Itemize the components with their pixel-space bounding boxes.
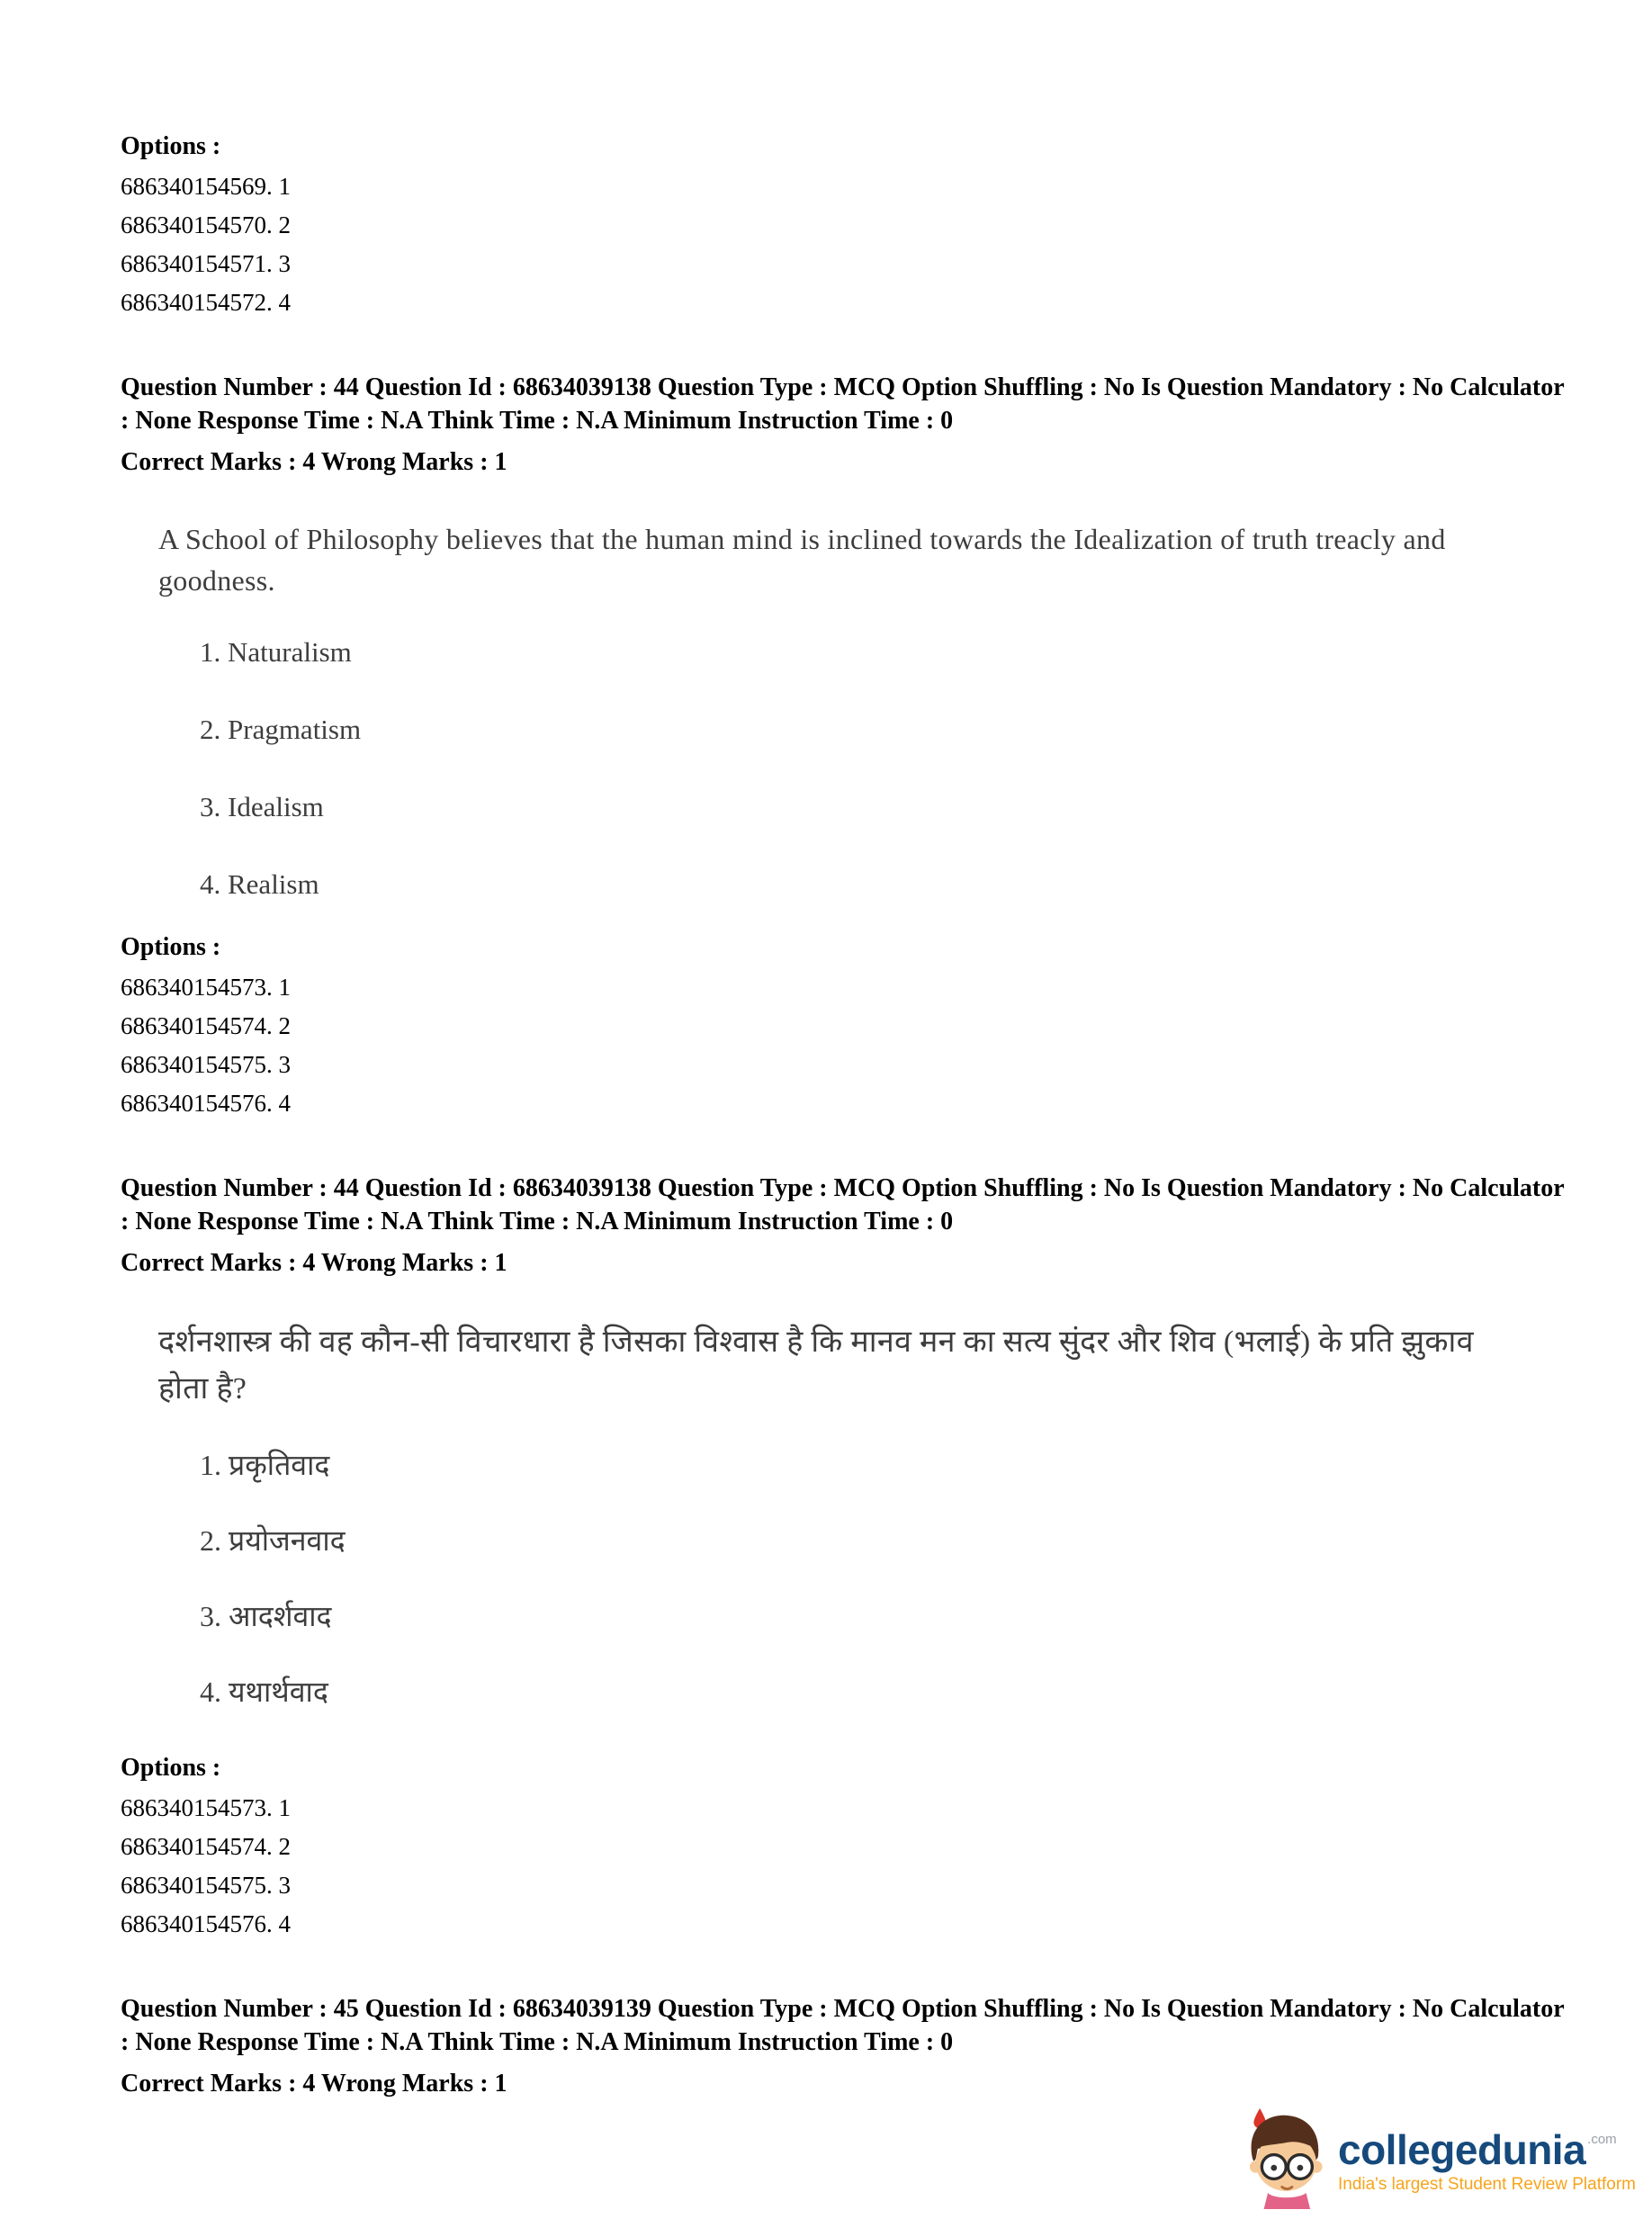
options-id-block-3 bbox=[121, 1747, 1652, 1944]
option-id-line: 686340154573. 1 bbox=[121, 974, 291, 1001]
question-44-hindi bbox=[121, 1172, 1652, 1711]
question-choices bbox=[200, 633, 1652, 903]
question-meta-line: Question Number : 45 Question Id : 68634039139 Question Type : MCQ Option Shuffling : No Is Question Mandatory : No Calculator : None Response Time : N.A Think Time : N.A Minimum Instruction Time : 0 bbox=[121, 1995, 1565, 2056]
question-marks-line: Correct Marks : 4 Wrong Marks : 1 bbox=[121, 1249, 507, 1277]
option-id-line: 686340154574. 2 bbox=[121, 1833, 291, 1860]
options-id-block-1 bbox=[121, 126, 1652, 322]
question-text: दर्शनशास्त्र की वह कौन-सी विचारधारा है जिसका विश्वास है कि मानव मन का सत्य सुंदर और शिव (भलाई) के प्रति झुकाव होता है? bbox=[158, 1325, 1474, 1406]
collegedunia-logo bbox=[1243, 2108, 1636, 2214]
choice-3: 3. Idealism bbox=[200, 791, 324, 822]
question-meta bbox=[121, 1172, 1569, 1280]
question-choices bbox=[200, 1445, 1652, 1711]
option-id-line: 686340154576. 4 bbox=[121, 1910, 291, 1937]
question-text: A School of Philosophy believes that the human mind is inclined towards the Idealization of truth treacly and goodness. bbox=[158, 523, 1446, 597]
option-id-line: 686340154569. 1 bbox=[121, 173, 291, 200]
options-label: Options : bbox=[121, 933, 221, 961]
option-id-line: 686340154570. 2 bbox=[121, 211, 291, 238]
option-id-line: 686340154573. 1 bbox=[121, 1794, 291, 1821]
question-marks-line: Correct Marks : 4 Wrong Marks : 1 bbox=[121, 448, 507, 476]
brand-tagline: India's largest Student Review Platform bbox=[1337, 2174, 1636, 2194]
option-id-line: 686340154576. 4 bbox=[121, 1090, 291, 1117]
options-label: Options : bbox=[121, 1754, 221, 1782]
choice-2: 2. Pragmatism bbox=[200, 714, 362, 745]
option-id-line: 686340154575. 3 bbox=[121, 1051, 291, 1078]
choice-4: 4. यथार्थवाद bbox=[200, 1675, 328, 1708]
question-meta-line: Question Number : 44 Question Id : 68634039138 Question Type : MCQ Option Shuffling : No Is Question Mandatory : No Calculator : None Response Time : N.A Think Time : N.A Minimum Instruction Time : 0 bbox=[121, 1174, 1565, 1235]
question-44-english bbox=[121, 371, 1652, 903]
brand-name: collegedunia bbox=[1337, 2125, 1586, 2173]
choice-4: 4. Realism bbox=[200, 868, 319, 900]
option-id-line: 686340154574. 2 bbox=[121, 1012, 291, 1039]
choice-3: 3. आदर्शवाद bbox=[200, 1600, 332, 1632]
option-id-line: 686340154572. 4 bbox=[121, 289, 291, 316]
option-id-line: 686340154571. 3 bbox=[121, 250, 291, 277]
question-45-meta bbox=[121, 1992, 1652, 2100]
brand-tld: .com bbox=[1587, 2131, 1617, 2147]
question-meta-line: Question Number : 44 Question Id : 68634039138 Question Type : MCQ Option Shuffling : No Is Question Mandatory : No Calculator : None Response Time : N.A Think Time : N.A Minimum Instruction Time : 0 bbox=[121, 373, 1565, 435]
collegedunia-mascot-icon bbox=[1243, 2108, 1325, 2214]
logo-text bbox=[1337, 2125, 1636, 2195]
question-meta bbox=[121, 371, 1569, 479]
choice-2: 2. प्रयोजनवाद bbox=[200, 1524, 346, 1557]
options-id-block-2 bbox=[121, 927, 1652, 1123]
question-marks-line: Correct Marks : 4 Wrong Marks : 1 bbox=[121, 2070, 507, 2098]
question-body bbox=[158, 518, 1652, 903]
choice-1: 1. Naturalism bbox=[200, 636, 352, 668]
brand-row bbox=[1337, 2125, 1636, 2173]
choice-1: 1. प्रकृतिवाद bbox=[200, 1449, 330, 1481]
option-id-line: 686340154575. 3 bbox=[121, 1872, 291, 1899]
question-meta bbox=[121, 1992, 1569, 2100]
question-body bbox=[158, 1319, 1652, 1711]
options-label: Options : bbox=[121, 132, 221, 160]
